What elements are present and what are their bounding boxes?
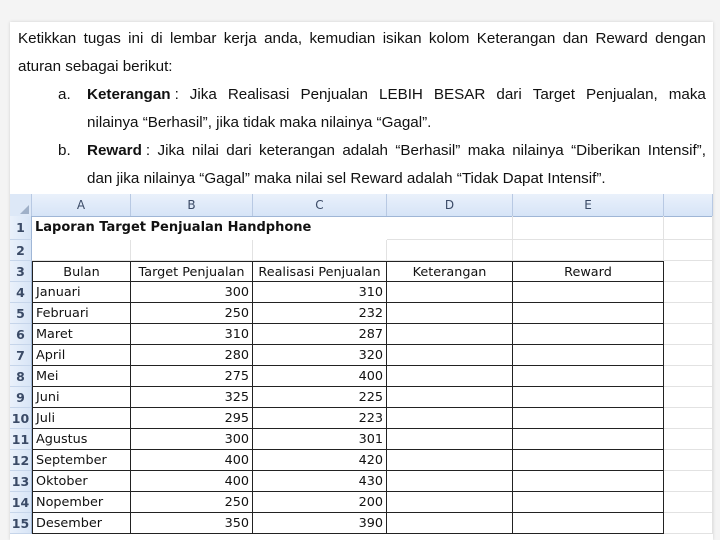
spreadsheet — [10, 194, 713, 540]
item-b-marker: b. — [58, 142, 71, 159]
cell-reward[interactable] — [513, 429, 664, 450]
cell-reward[interactable] — [513, 450, 664, 471]
cell-target[interactable]: 300 — [131, 282, 253, 303]
header-cell[interactable]: Realisasi Penjualan — [253, 261, 387, 282]
cell-bulan[interactable]: Maret — [32, 324, 131, 345]
cell-keterangan[interactable] — [387, 408, 513, 429]
item-b-label: Reward — [87, 142, 142, 159]
cell-realisasi[interactable]: 400 — [253, 366, 387, 387]
cell-keterangan[interactable] — [387, 366, 513, 387]
column-header-e[interactable]: E — [513, 194, 664, 216]
cell[interactable] — [387, 216, 513, 240]
cell-keterangan[interactable] — [387, 303, 513, 324]
cell-target[interactable]: 295 — [131, 408, 253, 429]
select-all-corner[interactable] — [10, 194, 32, 216]
cell-realisasi[interactable]: 310 — [253, 282, 387, 303]
cell-bulan[interactable]: Mei — [32, 366, 131, 387]
row-header-15[interactable]: 15 — [10, 513, 32, 534]
cell[interactable] — [664, 366, 713, 387]
cell[interactable] — [664, 324, 713, 345]
cell-reward[interactable] — [513, 324, 664, 345]
cell-bulan[interactable]: Nopember — [32, 492, 131, 513]
cell-keterangan[interactable] — [387, 471, 513, 492]
cell-keterangan[interactable] — [387, 345, 513, 366]
cell[interactable] — [32, 240, 131, 261]
cell-target[interactable]: 280 — [131, 345, 253, 366]
cell[interactable] — [664, 303, 713, 324]
item-b-text: : Jika nilai dari keterangan adalah “Berhasil” maka nilainya “Diberikan Intensif”, — [145, 142, 706, 159]
cell-realisasi[interactable]: 420 — [253, 450, 387, 471]
cell-target[interactable]: 275 — [131, 366, 253, 387]
item-a-line-1 — [87, 86, 706, 103]
sheet-title[interactable]: Laporan Target Penjualan Handphone — [35, 220, 312, 235]
row-header-13[interactable]: 13 — [10, 471, 32, 492]
cell-keterangan[interactable] — [387, 492, 513, 513]
cell-reward[interactable] — [513, 366, 664, 387]
column-header-filler — [664, 194, 713, 216]
row-header-4[interactable]: 4 — [10, 282, 32, 303]
row-header-10[interactable]: 10 — [10, 408, 32, 429]
cell-realisasi[interactable]: 430 — [253, 471, 387, 492]
column-header-a[interactable]: A — [32, 194, 131, 216]
row-header-14[interactable]: 14 — [10, 492, 32, 513]
cell-realisasi[interactable]: 287 — [253, 324, 387, 345]
instructions — [10, 22, 713, 194]
row-header-7[interactable]: 7 — [10, 345, 32, 366]
intro-line-2: aturan sebagai berikut: — [18, 58, 173, 75]
cell-bulan[interactable]: Oktober — [32, 471, 131, 492]
item-b-line-1 — [87, 142, 706, 159]
cell[interactable] — [387, 240, 513, 261]
item-a-label: Keterangan — [87, 86, 171, 103]
cell-target[interactable]: 300 — [131, 429, 253, 450]
cell-keterangan[interactable] — [387, 513, 513, 534]
cell-reward[interactable] — [513, 492, 664, 513]
header-cell[interactable]: Target Penjualan — [131, 261, 253, 282]
cell-realisasi[interactable]: 225 — [253, 387, 387, 408]
row-header-5[interactable]: 5 — [10, 303, 32, 324]
header-cell[interactable]: Bulan — [32, 261, 131, 282]
item-b-line-2: dan jika nilainya “Gagal” maka nilai sel Reward adalah “Tidak Dapat Intensif”. — [87, 170, 606, 187]
cell[interactable] — [664, 429, 713, 450]
row-header-2[interactable]: 2 — [10, 240, 32, 261]
cell-realisasi[interactable]: 232 — [253, 303, 387, 324]
row-header-6[interactable]: 6 — [10, 324, 32, 345]
cell-target[interactable]: 350 — [131, 513, 253, 534]
cell-reward[interactable] — [513, 408, 664, 429]
cell[interactable] — [664, 387, 713, 408]
cell-reward[interactable] — [513, 282, 664, 303]
cell[interactable] — [513, 240, 664, 261]
cell-realisasi[interactable]: 320 — [253, 345, 387, 366]
cell-bulan[interactable]: Februari — [32, 303, 131, 324]
cell-keterangan[interactable] — [387, 387, 513, 408]
cell-bulan[interactable]: April — [32, 345, 131, 366]
cell-bulan[interactable]: Juni — [32, 387, 131, 408]
row-header-12[interactable]: 12 — [10, 450, 32, 471]
cell-reward[interactable] — [513, 471, 664, 492]
cell-bulan[interactable]: Januari — [32, 282, 131, 303]
cell[interactable] — [664, 408, 713, 429]
cell-reward[interactable] — [513, 303, 664, 324]
column-header-c[interactable]: C — [253, 194, 387, 216]
cell-realisasi[interactable]: 390 — [253, 513, 387, 534]
cell[interactable] — [664, 216, 713, 240]
cell-target[interactable]: 250 — [131, 492, 253, 513]
header-cell[interactable]: Reward — [513, 261, 664, 282]
cell-reward[interactable] — [513, 345, 664, 366]
cell-reward[interactable] — [513, 387, 664, 408]
intro-line-1: Ketikkan tugas ini di lembar kerja anda, kemudian isikan kolom Keterangan dan Reward dengan — [18, 30, 706, 47]
header-cell[interactable]: Keterangan — [387, 261, 513, 282]
cell[interactable] — [664, 240, 713, 261]
cell-bulan[interactable]: September — [32, 450, 131, 471]
cell-target[interactable]: 325 — [131, 387, 253, 408]
cell-bulan[interactable]: Agustus — [32, 429, 131, 450]
cell-target[interactable]: 310 — [131, 324, 253, 345]
cell-keterangan[interactable] — [387, 450, 513, 471]
column-header-b[interactable]: B — [131, 194, 253, 216]
cell[interactable] — [664, 282, 713, 303]
item-a-line-2: nilainya “Berhasil”, jika tidak maka nilainya “Gagal”. — [87, 114, 432, 131]
cell[interactable] — [664, 450, 713, 471]
column-header-bar — [10, 194, 713, 217]
item-a-marker: a. — [58, 86, 71, 103]
cell[interactable] — [131, 240, 253, 261]
cell-bulan[interactable]: Desember — [32, 513, 131, 534]
cell[interactable] — [664, 471, 713, 492]
cell-keterangan[interactable] — [387, 282, 513, 303]
item-a-text: : Jika Realisasi Penjualan LEBIH BESAR dari Target Penjualan, maka — [174, 86, 706, 103]
cell-realisasi[interactable]: 301 — [253, 429, 387, 450]
cell-keterangan[interactable] — [387, 324, 513, 345]
cell-target[interactable]: 400 — [131, 471, 253, 492]
cell-realisasi[interactable]: 200 — [253, 492, 387, 513]
row-header-1[interactable]: 1 — [10, 216, 32, 240]
cell-bulan[interactable]: Juli — [32, 408, 131, 429]
row-header-11[interactable]: 11 — [10, 429, 32, 450]
cell[interactable] — [253, 240, 387, 261]
column-header-d[interactable]: D — [387, 194, 513, 216]
cell-realisasi[interactable]: 223 — [253, 408, 387, 429]
row-header-8[interactable]: 8 — [10, 366, 32, 387]
document-page — [10, 22, 713, 540]
cell-target[interactable]: 250 — [131, 303, 253, 324]
cell[interactable] — [664, 492, 713, 513]
cell[interactable] — [664, 513, 713, 534]
cell-reward[interactable] — [513, 513, 664, 534]
cell[interactable] — [664, 345, 713, 366]
cell-keterangan[interactable] — [387, 429, 513, 450]
cell-target[interactable]: 400 — [131, 450, 253, 471]
cell[interactable] — [664, 261, 713, 282]
row-header-9[interactable]: 9 — [10, 387, 32, 408]
cell[interactable] — [513, 216, 664, 240]
row-header-3[interactable]: 3 — [10, 261, 32, 282]
